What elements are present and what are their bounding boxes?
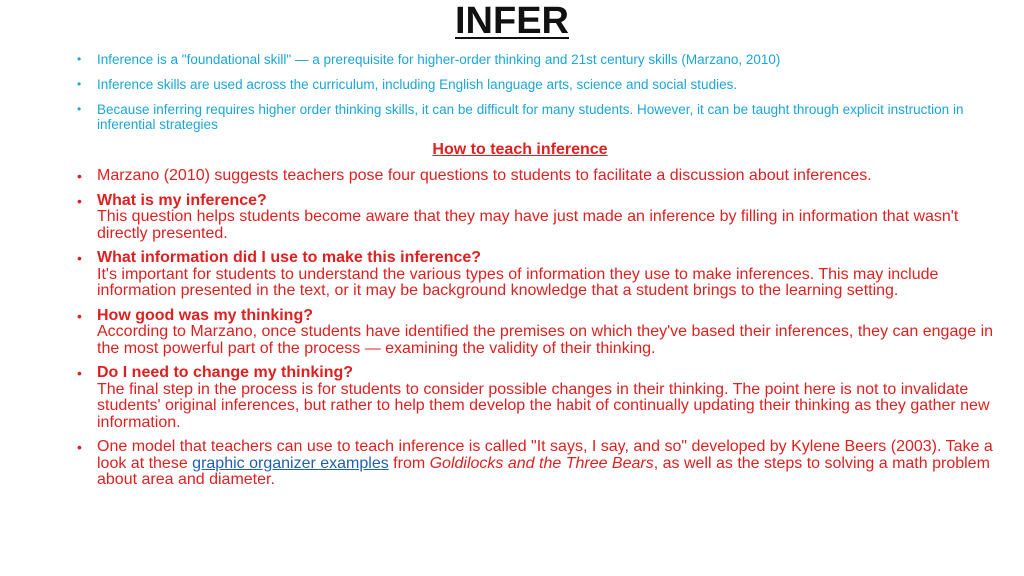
list-item: • Marzano (2010) suggests teachers pose four questions to students to facilitate a discussion about inferences. bbox=[77, 167, 872, 184]
bullet-icon: • bbox=[77, 307, 82, 324]
bullet-icon: • bbox=[77, 365, 82, 381]
question-item bbox=[77, 306, 1012, 358]
questions-list bbox=[77, 167, 1012, 497]
graphic-organizer-link[interactable]: graphic organizer examples bbox=[192, 454, 389, 472]
answer-text: It's important for students to understand the various types of information they use to make inferences. This may include information presented in the text, or it may be background knowledge that a student brings to the learning setting. bbox=[97, 265, 939, 299]
question-item bbox=[77, 364, 1012, 431]
question-item bbox=[77, 249, 1012, 300]
list-item: • One model that teachers can use to teach inference is called "It says, I say, and so" developed by Kylene Beers (2003). Take a look at these graphic organizer examples from Goldilocks and the Three Bears, as well as the steps to solving a math problem about area and diameter. bbox=[77, 438, 993, 488]
section-heading: How to teach inference bbox=[432, 141, 608, 158]
bullet-icon: • bbox=[77, 168, 82, 184]
question-item bbox=[77, 191, 1012, 243]
bullet-icon: • bbox=[77, 77, 82, 91]
answer-text: According to Marzano, once students have identified the premises on which they've based their inferences, they can engage in the most powerful part of the process — examining the validity of their thinking. bbox=[97, 323, 994, 357]
question-text: How good was my thinking? bbox=[97, 306, 313, 324]
question-text: What information did I use to make this inference? bbox=[97, 249, 482, 266]
slide-title: INFER bbox=[455, 0, 569, 42]
list-item: • Because inferring requires higher order thinking skills, it can be difficult for many students. However, it can be taught through explicit instruction in inferential strategies bbox=[77, 102, 964, 132]
book-title: Goldilocks and the Three Bears bbox=[429, 454, 654, 472]
bullet-icon: • bbox=[77, 439, 82, 455]
answer-text: The final step in the process is for students to consider possible changes in their thinking. The point here is not to invalidate students' original inferences, but rather to help them develop the habit of continually updating their thinking as they gather new information. bbox=[97, 380, 990, 431]
bullet-icon: • bbox=[77, 52, 82, 66]
intro-bullet-list bbox=[77, 52, 1022, 142]
bullet-icon: • bbox=[77, 102, 82, 116]
list-item: • Inference is a "foundational skill" — a prerequisite for higher-order thinking and 21st century skills (Marzano, 2010) bbox=[77, 52, 781, 67]
bullet-icon: • bbox=[77, 250, 82, 266]
answer-text: This question helps students become aware that they may have just made an inference by filling in information that wasn't directly presented. bbox=[97, 208, 959, 242]
list-item: • Inference skills are used across the curriculum, including English language arts, science and social studies. bbox=[77, 77, 738, 92]
bullet-icon: • bbox=[77, 192, 82, 209]
question-text: Do I need to change my thinking? bbox=[97, 364, 354, 381]
question-text: What is my inference? bbox=[97, 191, 267, 209]
